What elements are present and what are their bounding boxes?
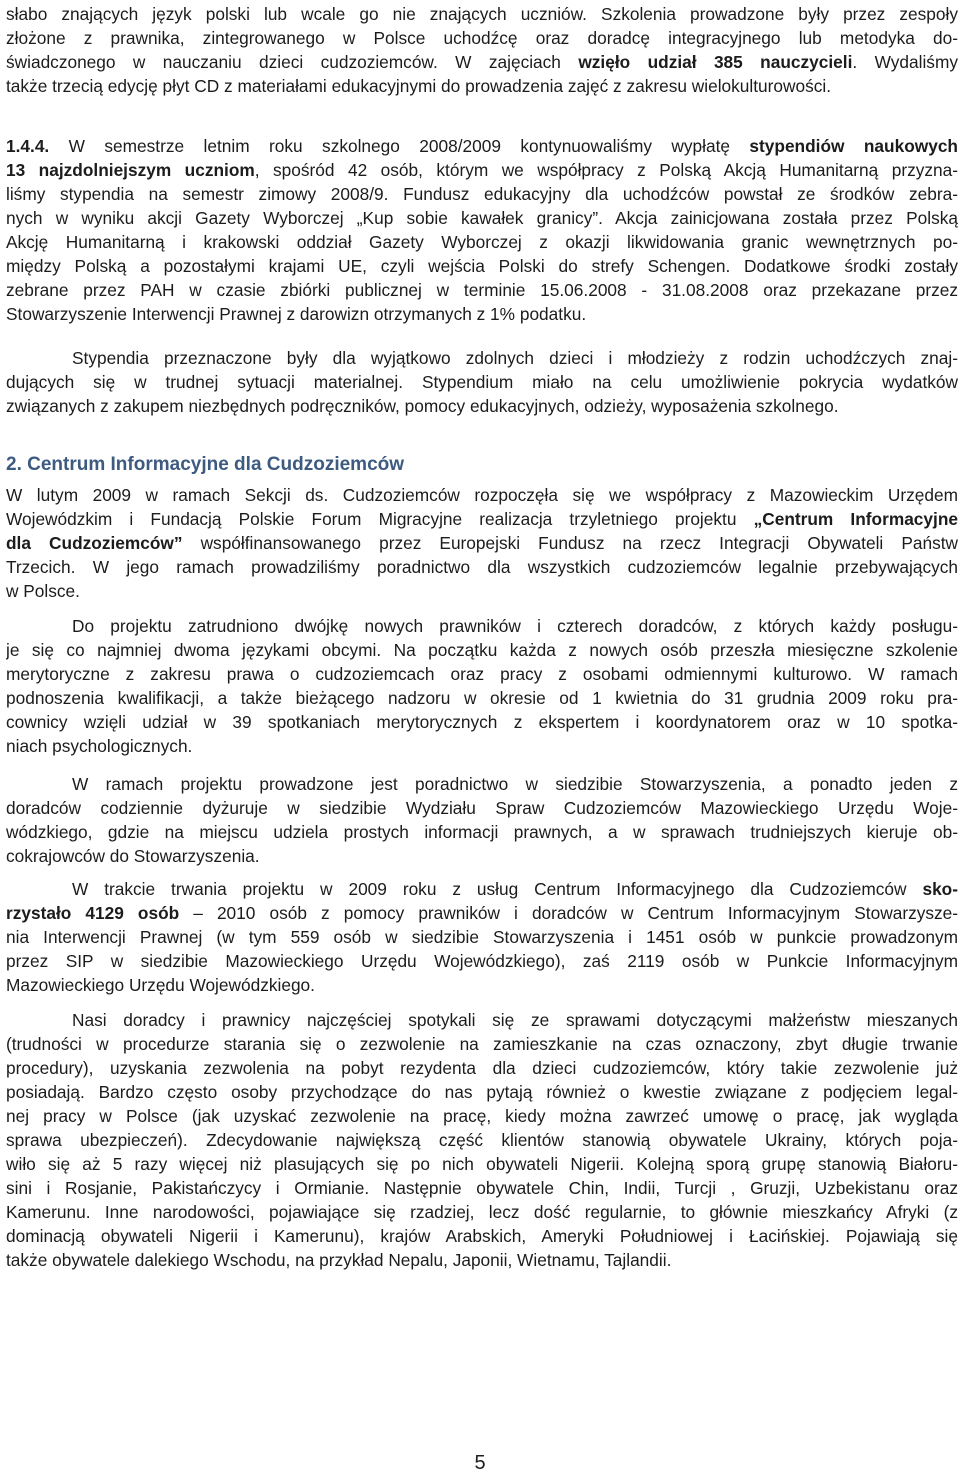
section-2-paragraph-2	[6, 614, 958, 758]
text-line: nych w wyniku akcji Gazety Wyborczej „Kup sobie kawałek granicy”. Akcja zainicjowana została przez Polską	[6, 208, 958, 228]
text-line: posiadają. Bardzo często osoby przychodzące do nas pytają również o kwestie związane z podjęciem legal-	[6, 1082, 958, 1102]
text-line: merytoryczne z zakresu prawa o cudzoziemcach oraz pracy z osobami odmiennymi kulturowo. W ramach	[6, 664, 958, 684]
text-line: niach psychologicznych.	[6, 736, 193, 756]
text-line: Wojewódzkim i Fundacją Polskie Forum Migracyjne realizacja trzyletniego projektu „Centrum Informacyjne	[6, 509, 958, 529]
text-line: podnoszenia kwalifikacji, a także bieżącego nadzoru w okresie od 1 kwietnia do 31 grudnia 2009 roku pra-	[6, 688, 958, 708]
text-line: Stypendia przeznaczone były dla wyjątkowo zdolnych dzieci i młodzieży z rodzin uchodźczych znaj-	[72, 348, 958, 368]
intro-paragraph	[6, 2, 958, 98]
text-line: złożone z prawnika, zintegrowanego w Polsce uchodźcę oraz doradcę integracyjnego lub metodyka do-	[6, 28, 958, 48]
text-line: (trudności w procedurze starania się o zezwolenie na zamieszkanie na czas oznaczony, zbyt długie trwanie	[6, 1034, 958, 1054]
text-line: dla Cudzoziemców” współfinansowanego przez Europejski Fundusz na rzecz Integracji Obywateli Państw	[6, 533, 958, 553]
text-line: sini i Rosjanie, Pakistańczycy i Ormianie. Następnie obywatele Chin, Indii, Turcji , Gruzji, Uzbekistanu oraz	[6, 1178, 958, 1198]
text-line: także obywatele dalekiego Wschodu, na przykład Nepalu, Japonii, Wietnamu, Tajlandii.	[6, 1250, 672, 1270]
text-line: w Polsce.	[6, 581, 80, 601]
text-line: rzystało 4129 osób – 2010 osób z pomocy prawników i doradców w Centrum Informacyjnym Stowarzysze-	[6, 903, 958, 923]
section-2-paragraph-5	[6, 1008, 958, 1272]
text-line: zebrane przez PAH w czasie zbiórki publicznej w terminie 15.06.2008 - 31.08.2008 oraz przekazane przez	[6, 280, 958, 300]
section-1-4-4-paragraph	[6, 134, 958, 326]
section-2-paragraph-1	[6, 483, 958, 603]
page-number: 5	[474, 1452, 486, 1474]
text-line: między Polską a pozostałymi krajami UE, czyli wejścia Polski do strefy Schengen. Dodatkowe środki zostały	[6, 256, 958, 276]
text-line: W lutym 2009 w ramach Sekcji ds. Cudzoziemców rozpoczęła się we współpracy z Mazowieckim Urzędem	[6, 485, 958, 505]
text-line: sprawa ubezpieczeń). Zdecydowanie największą część klientów stanowią obywatele Ukrainy, których poja-	[6, 1130, 958, 1150]
text-line: Akcję Humanitarną i krakowski oddział Gazety Wyborczej z okazji likwidowania granic wewnętrznych po-	[6, 232, 958, 252]
bold-phrase: rzystało 4129 osób	[6, 903, 180, 923]
section-2-paragraph-3	[6, 772, 958, 868]
text-line: związanych z zakupem niezbędnych podręczników, pomocy edukacyjnych, odzieży, wyposażenia szkolnego.	[6, 396, 839, 416]
project-name: dla Cudzoziemców”	[6, 533, 183, 553]
text-line: Stowarzyszenie Interwencji Prawnej z darowizn otrzymanych z 1% podatku.	[6, 304, 587, 324]
text-line: Trzecich. W jego ramach prowadziliśmy poradnictwo dla wszystkich cudzoziemców legalnie przebywających	[6, 557, 958, 577]
section-2-heading: 2. Centrum Informacyjne dla Cudzoziemców	[6, 454, 405, 475]
text-line: Kamerunu. Inne narodowości, pojawiające się rzadziej, lecz dość regularnie, to głównie mieszkańcy Afryki (z	[6, 1202, 958, 1222]
bold-phrase: wzięło udział 385 nauczycieli	[578, 52, 853, 72]
project-name: „Centrum Informacyjne	[753, 509, 958, 529]
text-line: nia Interwencji Prawnej (w tym 559 osób w siedzibie Stowarzyszenia i 1451 osób w punkcie prowadzonym	[6, 927, 958, 947]
text-line: cownicy wzięli udział w 39 spotkaniach merytorycznych z ekspertem i koordynatorem oraz w 10 spotka-	[6, 712, 958, 732]
stypendia-paragraph	[6, 346, 958, 418]
text-line: wiło się aż 5 razy więcej niż plasujących się po nich obywateli Nigerii. Kolejną sporą grupę stanowią Białoru-	[6, 1154, 958, 1174]
text-line: cokrajowców do Stowarzyszenia.	[6, 846, 260, 866]
text-line: 13 najzdolniejszym uczniom, spośród 42 osób, którym we współpracy z Polską Akcją Humanitarną przyzna-	[6, 160, 958, 180]
text-line: przez SIP w siedzibie Mazowieckiego Urzędu Wojewódzkiego), zaś 2119 osób w Punkcie Informacyjnym	[6, 951, 958, 971]
bold-phrase: 13 najzdolniejszym uczniom	[6, 160, 255, 180]
bold-phrase: sko-	[922, 879, 958, 899]
bold-phrase: stypendiów naukowych	[749, 136, 958, 156]
text-line: je się co najmniej dwoma językami obcymi. Na początku każda z nowych osób przeszła miesięczne szkolenie	[6, 640, 958, 660]
text-line: także trzecią edycję płyt CD z materiałami edukacyjnymi do prowadzenia zajęć z zakresu wielokulturowości.	[6, 76, 832, 96]
section-2-paragraph-4	[6, 877, 958, 997]
text-line: W trakcie trwania projektu w 2009 roku z usług Centrum Informacyjnego dla Cudzoziemców sko-	[72, 879, 958, 899]
text-line: W ramach projektu prowadzone jest poradnictwo w siedzibie Stowarzyszenia, a ponadto jeden z	[72, 774, 958, 794]
text-line: Mazowieckiego Urzędu Wojewódzkiego.	[6, 975, 315, 995]
text-line: 1.4.4. W semestrze letnim roku szkolnego 2008/2009 kontynuowaliśmy wypłatę stypendiów naukowych	[6, 136, 958, 156]
text-line: doradców codziennie dyżuruje w siedzibie Wydziału Spraw Cudzoziemców Mazowieckiego Urzędu Woje-	[6, 798, 958, 818]
section-number: 1.4.4.	[6, 136, 50, 156]
text-line: Do projektu zatrudniono dwójkę nowych prawników i czterech doradców, z których każdy posługu-	[72, 616, 958, 636]
text-line: liśmy stypendia na semestr zimowy 2008/9. Fundusz edukacyjny dla uchodźców powstał ze środków zebra-	[6, 184, 958, 204]
text-line: słabo znających język polski lub wcale go nie znających uczniów. Szkolenia prowadzone były przez zespoły	[6, 4, 958, 24]
text-line: wódzkiego, gdzie na miejscu udziela prostych informacji prawnych, a w sprawach trudniejszych kieruje ob-	[6, 822, 958, 842]
text-line: Nasi doradcy i prawnicy najczęściej spotykali się ze sprawami dotyczącymi małżeństw mieszanych	[72, 1010, 958, 1030]
text-line: świadczonego w nauczaniu dzieci cudzoziemców. W zajęciach wzięło udział 385 nauczycieli. Wydaliśmy	[6, 52, 958, 72]
text-line: dominacją obywateli Nigerii i Kamerunu), krajów Arabskich, Ameryki Południowej i Łacińskiej. Pojawiają się	[6, 1226, 958, 1246]
text-line: nej pracy w Polsce (jak uzyskać zezwolenie na pracę, kiedy można zawrzeć umowę o pracę, jak wygląda	[6, 1106, 958, 1126]
text-line: dujących się w trudnej sytuacji materialnej. Stypendium miało na celu umożliwienie pokrycia wydatków	[6, 372, 958, 392]
text-line: procedury), uzyskania zezwolenia na pobyt rezydenta dla dzieci cudzoziemców, który takie zezwolenie już	[6, 1058, 958, 1078]
